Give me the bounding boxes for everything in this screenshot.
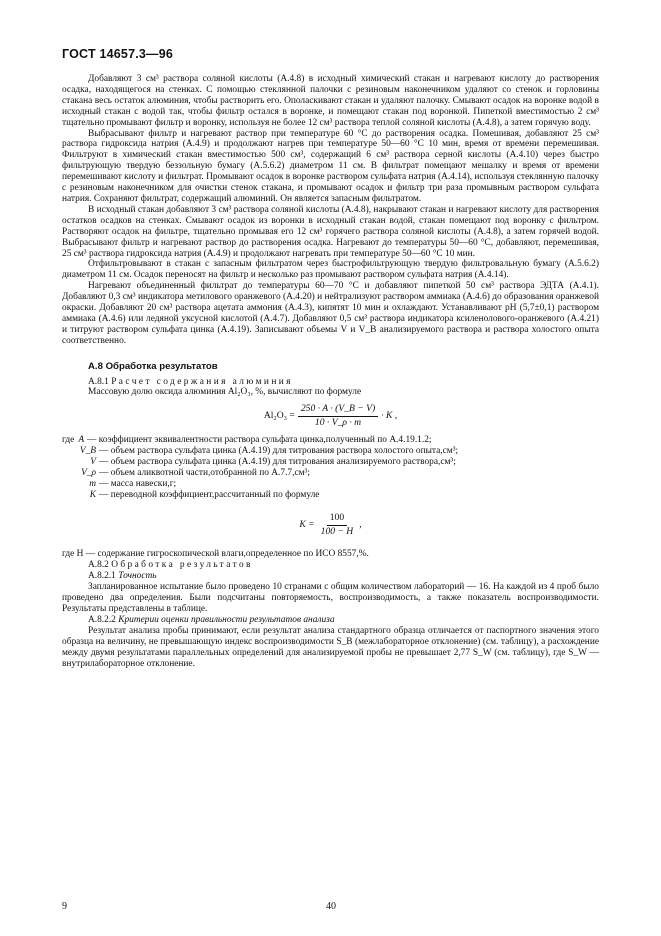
- formula-k-tail: ,: [359, 518, 362, 530]
- definition-symbol: m: [89, 478, 96, 489]
- subsection-a82-number: А.8.2: [88, 560, 109, 571]
- document-header-title: ГОСТ 14657.3—96: [62, 47, 174, 61]
- definition-text: — масса навески,г;: [99, 478, 177, 489]
- definition-symbol: A: [78, 435, 85, 446]
- paragraph-1: Добавляют 3 см³ раствора соляной кислоты (А.4.8) в исходный химический стакан и нагревают кислоту до растворения осадка, находящегося на стенках. С помощью стеклянной палочки с резиновым наконечником удаляют со стенок и горловины стакана весь остаток алюминия, чтобы растворить его. Ополаскивают стакан и удаляют палочку. Смывают осадок на воронке водой в исходный стакан с водой так, чтобы фильтр остался в воронке, и помещают стакан под воронкой. Пипеткой вместимостью 2 см³ тщательно промывают фильтр и воронку, используя не более 12 см³ раствора теплой соляной кислоты (А.4.8), а затем горячую воду.: [62, 74, 599, 128]
- footer-left-number: 9: [62, 901, 67, 912]
- subsection-a821-title: Точность: [118, 571, 157, 582]
- formula-k-lhs: K =: [299, 518, 315, 530]
- definition-row: [62, 446, 599, 457]
- page-number: 40: [326, 901, 336, 912]
- definition-row: [62, 435, 599, 446]
- subsection-a81-title: Расчет содержания алюминия: [111, 376, 293, 387]
- definition-text: — переводной коэффициент,рассчитанный по формуле: [99, 489, 320, 500]
- subsection-a821-number: А.8.2.1: [88, 571, 116, 582]
- subsection-a822-number: А.8.2.2: [88, 614, 116, 625]
- subsection-a821: [62, 571, 599, 582]
- formula-al2o3: [62, 404, 599, 429]
- formula-k-denominator: 100 − H: [320, 525, 354, 537]
- formula-al2o3-lhs: Al₂O₃ =: [263, 410, 295, 422]
- section-heading: А.8 Обработка результатов: [88, 360, 218, 372]
- subsection-a822-title: Критерии оценки правильности результатов анализа: [118, 614, 335, 625]
- subsection-a821-text: Запланированное испытание было проведено 10 странами с общим количеством лабораторий — 16. На каждой из 4 проб было проведено два определения. Были подсчитаны повторяемость, воспроизводимость, а также показатель воспроизводимости. Результаты представлены в таблице.: [62, 582, 599, 614]
- subsection-a82: [62, 560, 599, 571]
- formula-k: [62, 513, 599, 538]
- definition-row: [62, 457, 599, 468]
- subsection-a822: [62, 615, 599, 626]
- definition-symbol: K: [89, 489, 96, 500]
- subsection-a81: [62, 377, 599, 388]
- paragraph-4: Отфильтровывают в стакан с запасным фильтратом через быстрофильтрующую твердую фильтровальную бумагу (А.5.6.2) диаметром 11 см. Осадок переносят на фильтр и несколько раз промывают раствором сульфата натрия (А.4.14).: [62, 259, 599, 281]
- paragraph-3: В исходный стакан добавляют 3 см³ раствора соляной кислоты (А.4.8), накрывают стакан и нагревают кислоту для растворения остатков осадков на стенках. Смывают осадок из воронки в исходный стакан водой, стакан помещают под воронку с фильтром. Растворяют осадок на фильтре, тщательно промывая его 12 см³ горячего раствора соляной кислоты (А.4.8), а затем горячей водой. Выбрасывают фильтр и нагревают раствор до растворения осадка. Нагревают до температуры 50—60 °С, добавляют, перемешивая, 25 см³ раствора гидроксида натрия (А.4.9) и продолжают нагревать при температуре 50—60 °С 10 мин.: [62, 204, 599, 259]
- h-definition: где H — содержание гигроскопической влаги,определенное по ИСО 8557,%.: [62, 549, 369, 560]
- subsection-a82-title: Обработка результатов: [111, 560, 253, 571]
- formula-al2o3-denominator: 10 · V_ρ · m: [314, 417, 362, 429]
- paragraph-5: Нагревают объединенный фильтрат до температуры 60—70 °С и добавляют пипеткой 50 см³ раствора ЭДТА (А.4.1). Добавляют 0,3 см³ индикатора метилового оранжевого (А.4.20) и нейтрализуют раствором аммиака (А.4.6) до образования оранжевой окраски. Добавляют 20 см³ раствора ацетата аммония (А.4.3), кипятят 10 мин и охлаждают. Устанавливают pH (5,7±0,1) раствором аммиака (А.4.6) или ледяной уксусной кислотой (А.4.7). Добавляют 0,5 см³ раствора индикатора ксиленолового-оранжевого (А.4.21) и титруют раствором сульфата цинка (А.4.19). Записывают объемы V и V_B анализируемого раствора и раствора холостого опыта соответственно.: [62, 281, 599, 346]
- document-body: [62, 74, 599, 669]
- definition-symbol: V_ρ: [81, 467, 96, 478]
- definition-symbol: V_B: [79, 446, 96, 457]
- variable-definitions: [62, 435, 599, 500]
- definition-symbol: V: [90, 457, 96, 467]
- definition-text: — объем раствора сульфата цинка (А.4.19) для титрования раствора холостого опыта,см³;: [99, 446, 459, 457]
- definition-text: — объем аликвотной части,отобранной по А.7.7,см³;: [99, 467, 310, 478]
- subsection-a81-number: А.8.1: [88, 376, 109, 387]
- formula-al2o3-fraction: [298, 404, 378, 429]
- formula-k-fraction: [318, 513, 357, 538]
- definition-text: — объем раствора сульфата цинка (А.4.19) для титрования анализируемого раствора,см³;: [99, 457, 456, 467]
- subsection-a81-text: Массовую долю оксида алюминия Al₂O₃, %, вычисляют по формуле: [88, 387, 362, 398]
- where-intro: где: [62, 435, 75, 446]
- paragraph-2: Выбрасывают фильтр и нагревают раствор при температуре 60 °С до растворения осадка. Помешивая, добавляют 25 см³ раствора гидроксида натрия (А.4.9) и продолжают нагрев при температуре 50—60 °С 10 мин, время от времени перемешивая. Фильтруют в химический стакан вместимостью 500 см³, содержащий 6 см³ раствора серной кислоты (А.4.10) через быстро фильтрующую твердую беззольную бумагу (А.5.6.2) диаметром 11 см. В фильтрат помещают мешалку и время от времени перемешивают кислоту и фильтрат. Промывают осадок в воронке раствором сульфата натрия (А.4.14), используя стеклянную палочку с резиновым наконечником для очистки стенок стакана, и промывают осадок и фильтр три раза промывным раствором сульфата натрия. Сохраняют фильтрат, содержащий алюминий. Он является запасным фильтратом.: [62, 128, 599, 204]
- definition-row: [62, 479, 599, 490]
- definition-text: — коэффициент эквивалентности раствора сульфата цинка,полученный по А.4.19.1.2;: [87, 435, 432, 446]
- definition-row: [62, 468, 599, 479]
- definition-row: [62, 490, 599, 501]
- formula-al2o3-tail: · K ,: [381, 410, 398, 422]
- subsection-a822-text: Результат анализа пробы принимают, если результат анализа стандартного образца отличается от паспортного значения этого образца на величину, не превышающую индекс воспроизводимости S_B (межлабораторное отклонение) (см. таблицу), а расхождение между двумя результатами параллельных определений для анализируемой пробы не превышает 2,77 S_W (см. таблицу), где S_W — внутрилабораторное отклонение.: [62, 625, 599, 669]
- formula-k-numerator: 100: [327, 513, 347, 526]
- formula-al2o3-numerator: 250 · A · (V_B − V): [298, 404, 378, 417]
